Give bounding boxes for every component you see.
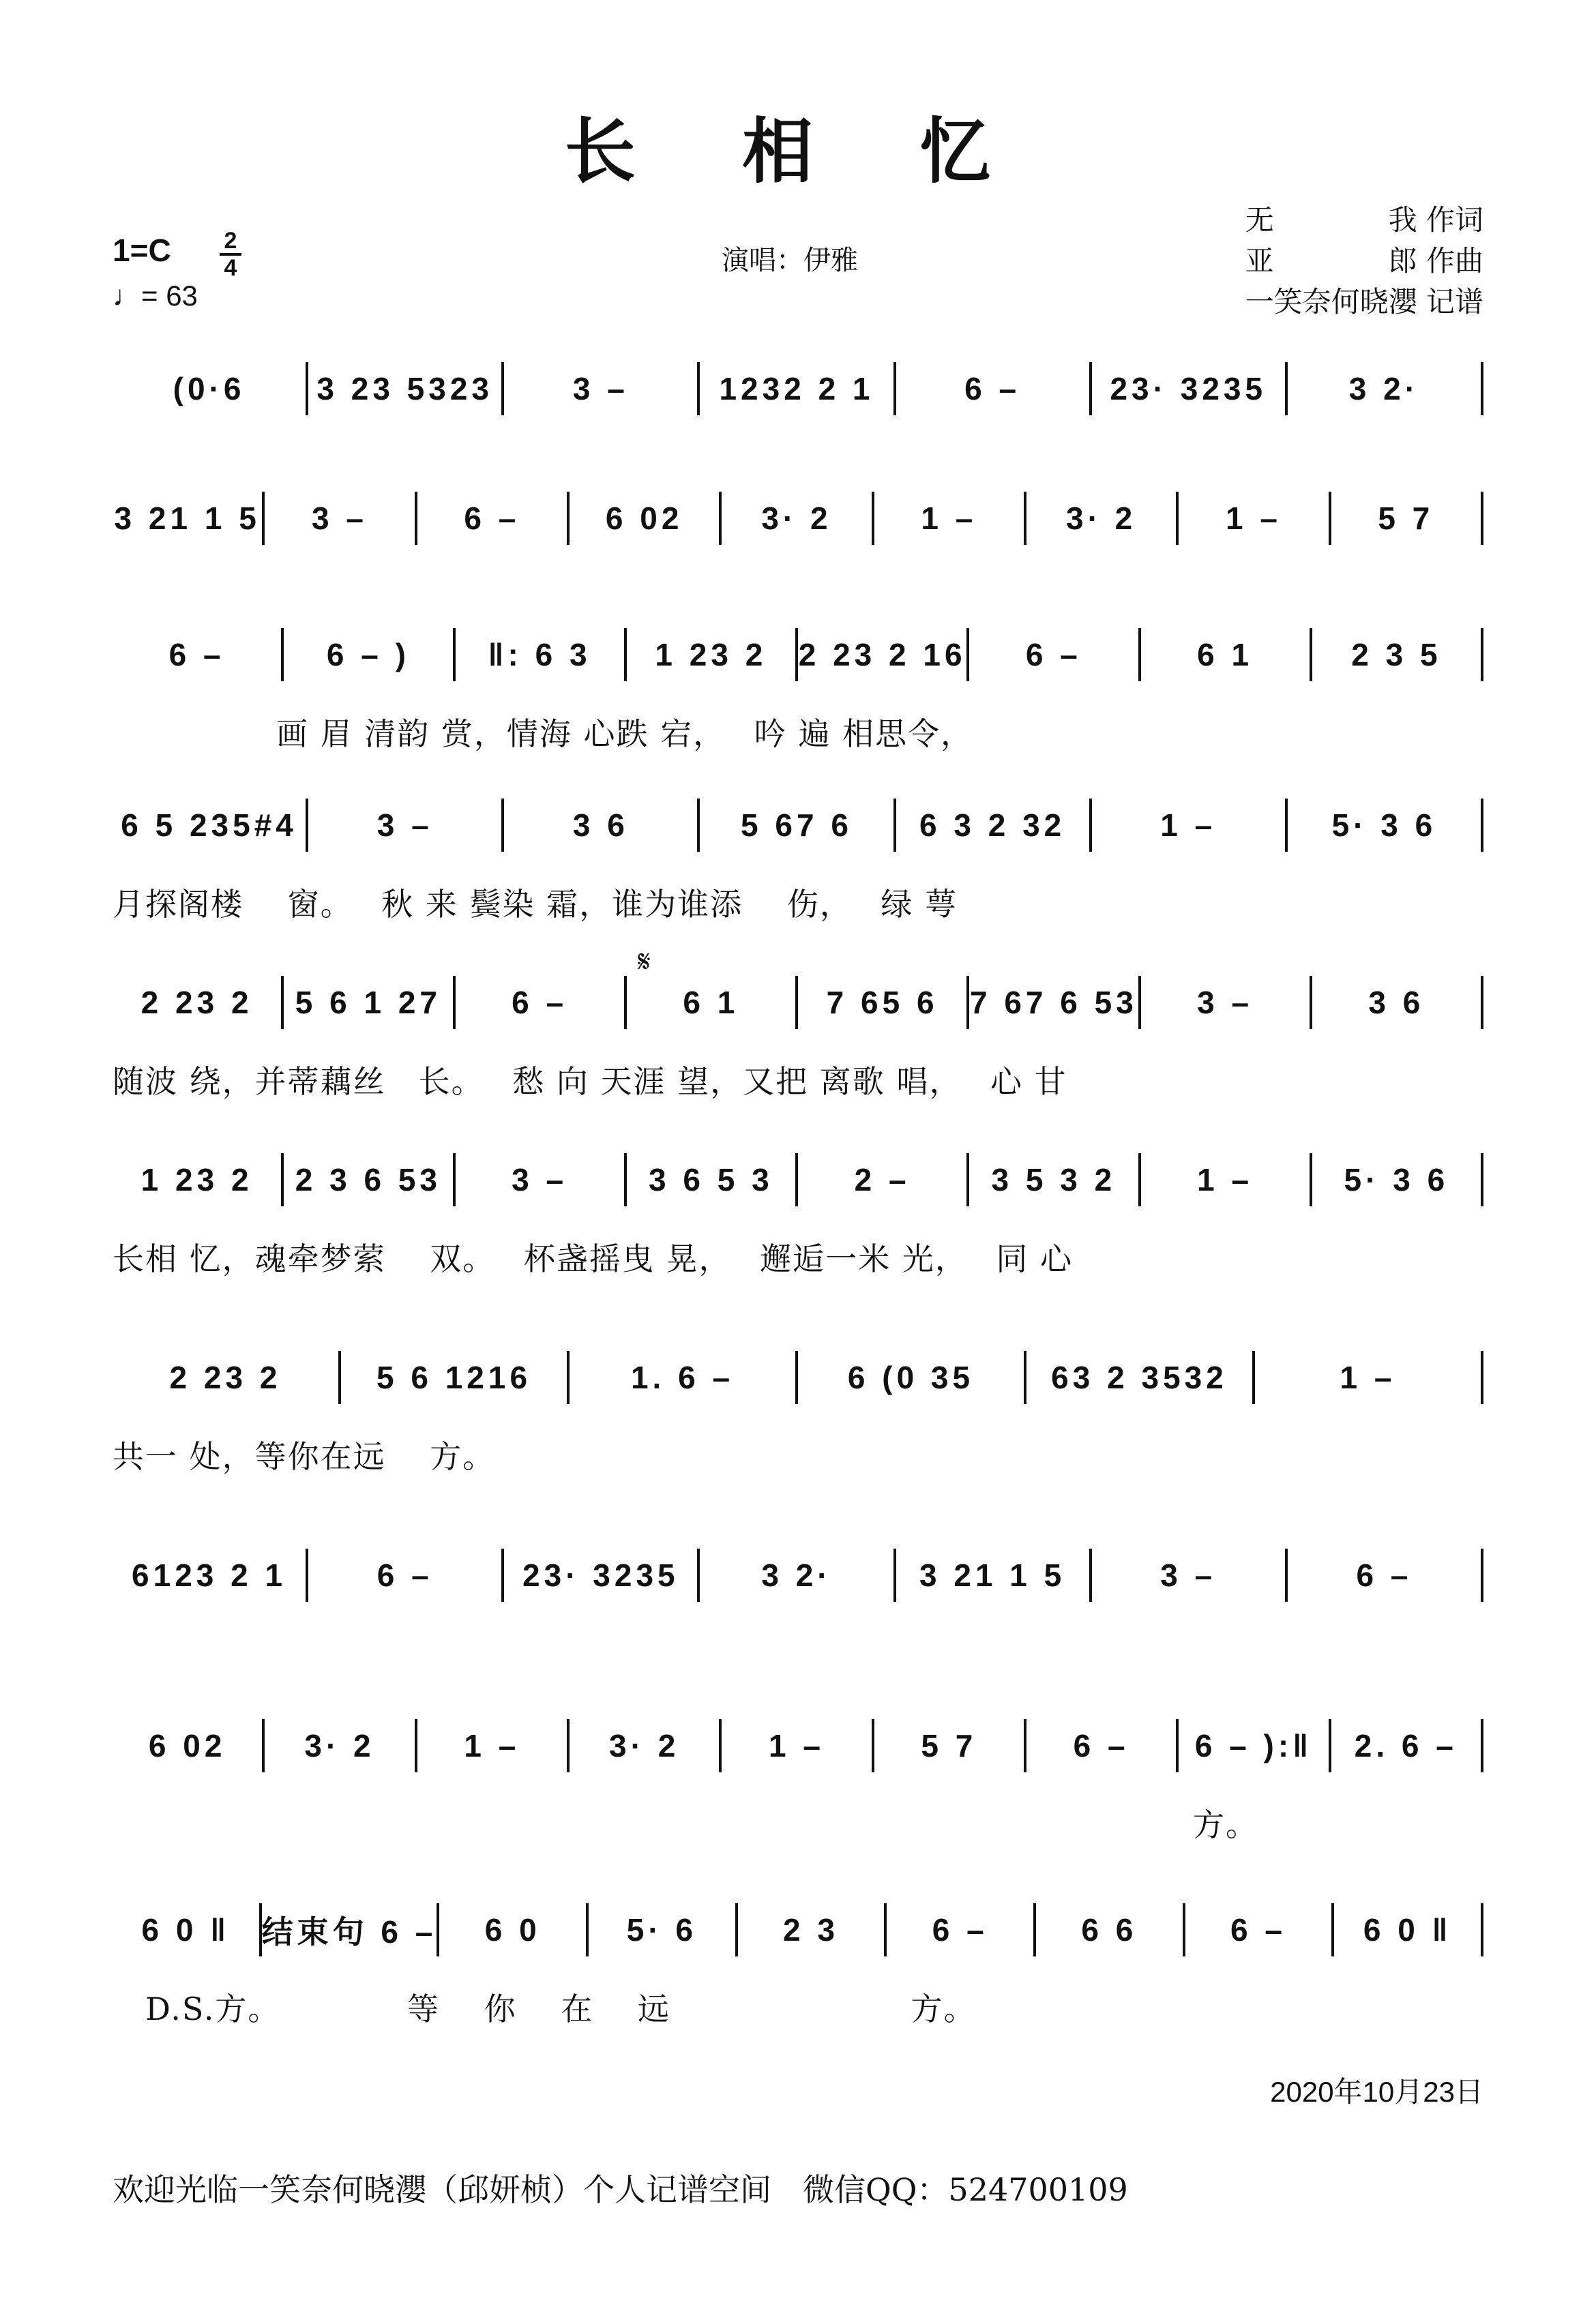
time-signature-bottom: 4 [224,255,237,281]
measure: 6 – ) [326,637,410,672]
measure: 5 7 [1378,501,1434,536]
measure: 6 02 [148,1728,226,1763]
measure: 5 6 1216 [376,1360,532,1395]
lyric-line: 随波 绕，并蒂藕丝 长。 愁 向 天涯 望，又把 离歌 唱， 心 甘 [113,1063,1067,1100]
measure: 6 – [964,371,1021,406]
measure: 23· 3235 [522,1558,679,1593]
notation-line [113,982,1483,1023]
measure: 3 – [1160,1558,1217,1593]
measure: 5· 6 [626,1912,697,1948]
measure: 5 67 6 [741,807,853,843]
measure: 3· 2 [304,1728,375,1763]
measure: 6 1 [1197,637,1254,672]
measure: 3 – [572,371,629,406]
transcriber-credit: 一笑奈何晓瀴 记谱 [1245,285,1483,318]
measure: 1 – [1340,1360,1396,1395]
measure: (0·6 [173,371,246,406]
measure: 6 0 [484,1912,541,1948]
lyric-line: D.S.方。 等 你 在 远 方。 [113,1991,977,2027]
lyric-line: 长相 忆，魂牵梦萦 双。 杯盏摇曳 晃， 邂逅一米 光， 同 心 [113,1240,1073,1277]
barline [1481,976,1483,1029]
lyric-line: 月探阁楼 窗。 秋 来 鬓染 霜，谁为谁添 伤， 绿 萼 [113,886,958,923]
measure: 2 23 2 16 [798,637,966,672]
measure: 63 2 3532 [1051,1360,1228,1395]
measure: 2 23 2 [141,985,253,1020]
measure: 1232 2 1 [719,371,874,406]
lyric-line: 共一 处，等你在远 方。 [113,1438,496,1475]
measure: 3· 2 [1066,501,1137,536]
measure: 2 3 6 53 [295,1162,441,1197]
measure: 1 – [464,1728,520,1763]
measure: 5 6 1 27 [295,985,441,1020]
song-title: 长 相 忆 [564,109,1032,193]
composer-credit: 亚 郎 作曲 [1245,244,1483,278]
measure: 6 – [512,985,568,1020]
measure: 6 – [376,1558,433,1593]
barline [1481,628,1483,681]
date: 2020年10月23日 [1270,2076,1483,2108]
segno-sign: 𝄋 [638,944,651,979]
measure: ‖: 6 3 [488,637,591,672]
measure: 3 2· [761,1558,832,1593]
measure: 6 – [1230,1912,1286,1948]
measure: 6 – [464,501,520,536]
measure: 6 5 235#4 [121,807,297,843]
barline [1481,362,1483,415]
lyricist-credit: 无 我 作词 [1245,203,1483,237]
measure: 6 – ):‖ [1194,1728,1313,1763]
measure: 3 21 1 5 [114,501,261,536]
measure: 6 0 ‖ [1363,1912,1452,1948]
footer-text: 欢迎光临一笑奈何晓瀴（邱妍桢）个人记谱空间 微信QQ：524700109 [113,2171,1128,2208]
barline [1481,1153,1483,1206]
measure: 6 (0 35 [847,1360,975,1395]
measure: 2. 6 – [1354,1728,1458,1763]
notation-line [113,1357,1483,1398]
measure: 7 67 6 53 [969,985,1138,1020]
measure: 1 – [1160,807,1217,843]
measure: 3 21 1 5 [919,1558,1066,1593]
measure: 6 – [932,1912,988,1948]
barline [1481,492,1483,545]
notation-line [113,1909,1483,1950]
notation-line [113,368,1483,409]
measure: 3 – [512,1162,568,1197]
notation-line [113,805,1483,846]
measure: 6 – [1356,1558,1413,1593]
singer-credit: 演唱：伊雅 [722,245,858,276]
measure: 6 – [1073,1728,1129,1763]
measure: 3 2· [1348,371,1420,406]
measure: 2 3 5 [1351,637,1442,672]
measure: 1. 6 – [630,1360,735,1395]
notation-line [113,634,1483,675]
measure: 1 – [921,501,977,536]
measure: 3· 2 [609,1728,680,1763]
measure: 1 – [769,1728,825,1763]
measure: 2 – [854,1162,911,1197]
measure: 6 – [1025,637,1082,672]
measure: 3 – [1197,985,1254,1020]
lyric-line: 方。 [113,1806,1258,1843]
measure: 3 23 5323 [316,371,494,406]
measure: 结束句 6 – [261,1914,437,1950]
notation-line [113,1725,1483,1766]
measure: 6 – [168,637,225,672]
measure: 2 23 2 [169,1360,282,1395]
measure: 1 – [1197,1162,1254,1197]
measure: 1 – [1225,501,1282,536]
barline [1481,1903,1483,1956]
measure: 6 02 [605,501,683,536]
tempo-marking: ♩= 63 [113,280,198,312]
measure: 2 3 [783,1912,839,1948]
measure: 3 5 3 2 [991,1162,1117,1197]
measure: 6 3 2 32 [919,807,1066,843]
barline [1481,799,1483,852]
measure: 3 – [376,807,433,843]
measure: 3 6 [572,807,629,843]
measure: 5 7 [921,1728,977,1763]
measure: 6123 2 1 [132,1558,287,1593]
measure: 3· 2 [761,501,832,536]
measure: 5· 3 6 [1331,807,1437,843]
measure: 1 23 2 [655,637,767,672]
measure: 6 1 [683,985,739,1020]
barline [1481,1549,1483,1602]
measure: 6 6 [1081,1912,1138,1948]
barline [1481,1351,1483,1404]
notation-line [113,498,1483,539]
lyric-line: 画 眉 清韵 赏，情海 心跌 宕， 吟 遍 相思令， [113,715,973,752]
measure: 3 6 [1368,985,1425,1020]
time-signature [217,228,244,280]
measure: 3 – [312,501,368,536]
measure: 23· 3235 [1110,371,1267,406]
notation-line [113,1555,1483,1596]
key-signature: 1=C [113,233,171,268]
notation-line [113,1159,1483,1200]
measure: 6 0 ‖ [141,1912,231,1948]
time-signature-top: 2 [224,228,237,254]
measure: 5· 3 6 [1344,1162,1449,1197]
measure: 7 65 6 [826,985,939,1020]
barline [1481,1719,1483,1772]
measure: 3 6 5 3 [649,1162,773,1197]
measure: 1 23 2 [141,1162,253,1197]
